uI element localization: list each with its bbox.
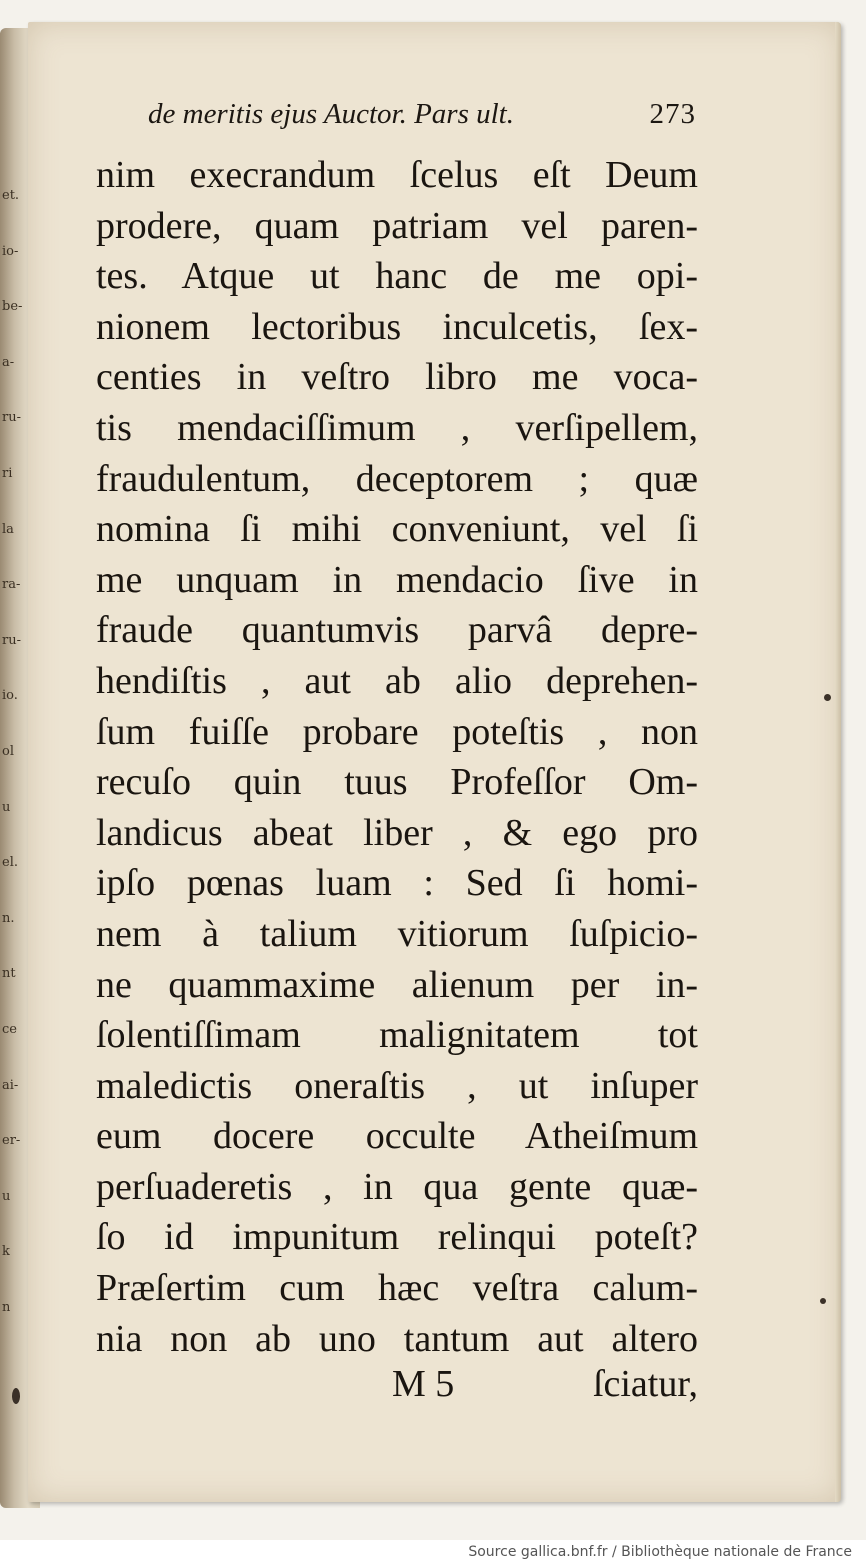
facing-page-fragment: ra- bbox=[2, 577, 21, 593]
facing-page-fragment: ru- bbox=[2, 410, 21, 426]
text-line: nia non ab uno tantum aut altero bbox=[96, 1317, 698, 1360]
text-line: ſo id impunitum relinqui poteſt? bbox=[96, 1216, 698, 1259]
text-line: perſuaderetis , in qua gente quæ- bbox=[96, 1165, 698, 1208]
facing-page-fragment: k bbox=[2, 1244, 10, 1260]
facing-page-fragment: io- bbox=[2, 243, 19, 259]
facing-page-fragment: er- bbox=[2, 1133, 21, 1149]
text-line: recuſo quin tuus Profeſſor Om- bbox=[96, 761, 698, 804]
page-footer bbox=[392, 1362, 698, 1406]
facing-page-fragment: a- bbox=[2, 354, 15, 370]
facing-page-fragment: n. bbox=[2, 910, 15, 926]
facing-page-fragments bbox=[2, 168, 23, 1335]
text-line: Præſertim cum hæc veſtra calum- bbox=[96, 1267, 698, 1310]
text-line: maledictis oneraſtis , ut inſuper bbox=[96, 1064, 698, 1107]
facing-page-fragment: be- bbox=[2, 299, 23, 315]
facing-page-fragment: ru- bbox=[2, 632, 21, 648]
facing-page-fragment: io. bbox=[2, 688, 18, 704]
text-line: nomina ſi mihi conveniunt, vel ſi bbox=[96, 508, 698, 551]
text-line: nem à talium vitiorum ſuſpicio- bbox=[96, 912, 698, 955]
text-line: fraude quantumvis parvâ depre- bbox=[96, 609, 698, 652]
text-line: landicus abeat liber , & ego pro bbox=[96, 811, 698, 854]
facing-page-fragment: ai- bbox=[2, 1077, 19, 1093]
facing-page-fragment: el. bbox=[2, 855, 18, 871]
signature-mark: M 5 bbox=[392, 1363, 455, 1405]
ink-speck bbox=[12, 1388, 20, 1404]
text-line: nionem lectoribus inculcetis, ſex- bbox=[96, 305, 698, 348]
source-credit: Source gallica.bnf.fr / Bibliothèque nationale de France bbox=[468, 1544, 852, 1560]
running-head bbox=[148, 98, 696, 138]
facing-page-fragment: la bbox=[2, 521, 14, 537]
facing-page-fragment: ce bbox=[2, 1021, 17, 1037]
text-line: tis mendaciſſimum , verſipellem, bbox=[96, 406, 698, 449]
text-line: nim execrandum ſcelus eſt Deum bbox=[96, 154, 698, 196]
facing-page-fragment: u bbox=[2, 799, 11, 815]
source-bar bbox=[0, 1540, 866, 1566]
facing-page-fragment: n bbox=[2, 1299, 11, 1315]
text-line: eum docere occulte Atheiſmum bbox=[96, 1115, 698, 1158]
facing-page-fragment: u bbox=[2, 1188, 11, 1204]
text-line: fraudulentum, deceptorem ; quæ bbox=[96, 457, 698, 500]
facing-page-fragment: et. bbox=[2, 188, 20, 203]
text-line: ipſo pœnas luam : Sed ſi homi- bbox=[96, 862, 698, 905]
page-number: 273 bbox=[649, 98, 696, 130]
text-line: ne quammaxime alienum per in- bbox=[96, 963, 698, 1006]
ink-speck bbox=[820, 1298, 826, 1304]
text-line: tes. Atque ut hanc de me opi- bbox=[96, 255, 698, 298]
text-line: hendiſtis , aut ab alio deprehen- bbox=[96, 659, 698, 702]
body-text bbox=[96, 150, 698, 1364]
text-line: prodere, quam patriam vel paren- bbox=[96, 204, 698, 247]
ink-speck bbox=[824, 694, 831, 701]
text-line: centies in veſtro libro me voca- bbox=[96, 356, 698, 399]
text-line: ſolentiſſimam malignitatem tot bbox=[96, 1014, 698, 1057]
text-line: me unquam in mendacio ſive in bbox=[96, 558, 698, 601]
facing-page-fragment: ol bbox=[2, 743, 14, 759]
facing-page-fragment: nt bbox=[2, 966, 16, 982]
facing-page-fragment: ri bbox=[2, 465, 13, 481]
text-line: ſum fuiſſe probare poteſtis , non bbox=[96, 710, 698, 753]
page-edge bbox=[835, 22, 841, 1502]
running-head-title: de meritis ejus Auctor. Pars ult. bbox=[148, 98, 514, 130]
catchword: ſciatur, bbox=[592, 1363, 698, 1405]
